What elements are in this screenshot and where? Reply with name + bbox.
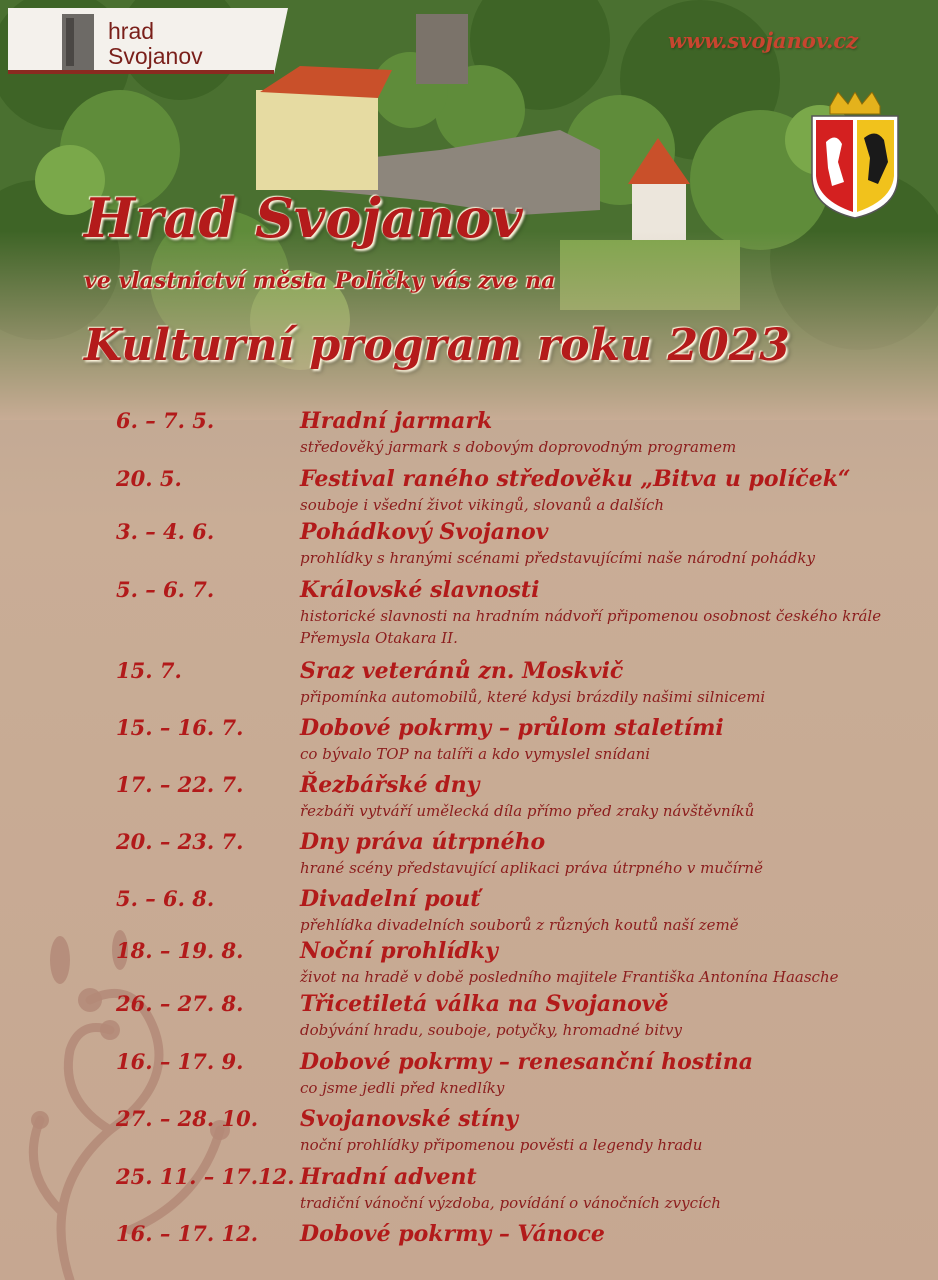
- website-url: www.svojanov.cz: [668, 28, 859, 53]
- event-description: hrané scény představující aplikaci práva útrpného v mučírně: [300, 859, 763, 877]
- event-date: 15. – 16. 7.: [116, 715, 244, 740]
- event-description: co bývalo TOP na talíři a kdo vymyslel snídani: [300, 745, 651, 763]
- event-date: 27. – 28. 10.: [116, 1106, 259, 1131]
- event-name: Řezbářské dny: [300, 772, 480, 798]
- event-name: Divadelní pouť: [300, 886, 481, 912]
- event-description: prohlídky s hranými scénami představujícími naše národní pohádky: [300, 549, 815, 567]
- event-name: Královské slavnosti: [300, 577, 540, 603]
- event-date: 16. – 17. 12.: [116, 1221, 259, 1246]
- event-name: Dobové pokrmy – průlom staletími: [300, 715, 724, 741]
- program-title: Kulturní program roku 2023: [84, 320, 790, 371]
- event-description: tradiční vánoční výzdoba, povídání o vánočních zvycích: [300, 1194, 721, 1212]
- event-name: Sraz veteránů zn. Moskvič: [300, 658, 624, 684]
- event-date: 3. – 4. 6.: [116, 519, 215, 544]
- logo-text: [108, 19, 203, 69]
- event-name: Dobové pokrmy – renesanční hostina: [300, 1049, 753, 1075]
- event-name: Dobové pokrmy – Vánoce: [300, 1221, 605, 1247]
- event-date: 20. 5.: [116, 466, 182, 491]
- event-name: Hradní jarmark: [300, 408, 493, 434]
- logo: [8, 8, 288, 74]
- event-description: co jsme jedli před knedlíky: [300, 1079, 505, 1097]
- event-date: 6. – 7. 5.: [116, 408, 215, 433]
- event-name: Dny práva útrpného: [300, 829, 546, 855]
- event-date: 15. 7.: [116, 658, 182, 683]
- event-name: Pohádkový Svojanov: [300, 519, 549, 545]
- event-date: 17. – 22. 7.: [116, 772, 244, 797]
- event-date: 26. – 27. 8.: [116, 991, 244, 1016]
- event-date: 5. – 6. 8.: [116, 886, 215, 911]
- logo-line2: Svojanov: [108, 43, 203, 69]
- event-name: Noční prohlídky: [300, 938, 498, 964]
- main-title: Hrad Svojanov: [84, 186, 523, 250]
- event-description: souboje i všední život vikingů, slovanů a dalších: [300, 496, 665, 514]
- event-date: 5. – 6. 7.: [116, 577, 215, 602]
- logo-line1: hrad: [108, 18, 155, 44]
- event-name: Třicetiletá válka na Svojanově: [300, 991, 669, 1017]
- event-description: dobývání hradu, souboje, potyčky, hromadné bitvy: [300, 1021, 682, 1039]
- event-description: historické slavnosti na hradním nádvoří připomenou osobnost českého krále Přemysla Otakara II.: [300, 607, 882, 647]
- event-date: 16. – 17. 9.: [116, 1049, 244, 1074]
- event-date: 20. – 23. 7.: [116, 829, 244, 854]
- event-description: řezbáři vytváří umělecká díla přímo před zraky návštěvníků: [300, 802, 755, 820]
- event-description: noční prohlídky připomenou pověsti a legendy hradu: [300, 1136, 703, 1154]
- event-description: středověký jarmark s dobovým doprovodným programem: [300, 438, 737, 456]
- event-name: Hradní advent: [300, 1164, 477, 1190]
- event-description: připomínka automobilů, které kdysi brázdily našimi silnicemi: [300, 688, 766, 706]
- event-description: život na hradě v době posledního majitele Františka Antonína Haasche: [300, 968, 839, 986]
- coat-of-arms-icon: [808, 92, 902, 220]
- event-description: přehlídka divadelních souborů z různých koutů naší země: [300, 916, 739, 934]
- subtitle: ve vlastnictví města Poličky vás zve na: [84, 268, 556, 294]
- event-name: Festival raného středověku „Bitva u políček“: [300, 466, 851, 492]
- event-name: Svojanovské stíny: [300, 1106, 518, 1132]
- event-date: 18. – 19. 8.: [116, 938, 244, 963]
- event-date: 25. 11. – 17.12.: [116, 1164, 295, 1189]
